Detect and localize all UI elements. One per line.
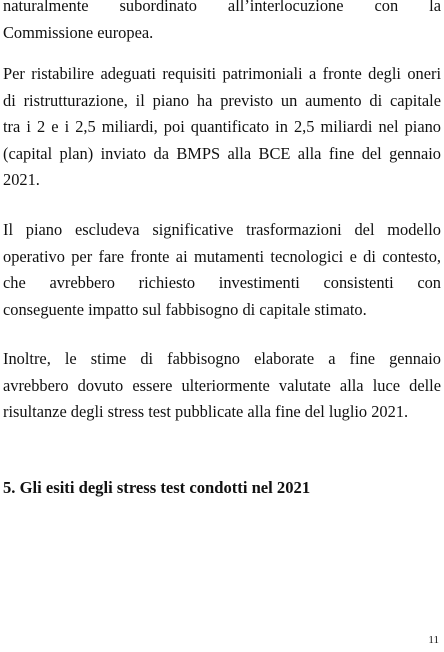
text-line: avrebbero dovuto essere ulteriormente valutate alla luce delle [3, 375, 441, 395]
text-line: (capital plan) inviato da BMPS alla BCE alla fine del gennaio [3, 143, 441, 163]
text-line: Il piano escludeva significative trasformazioni del modello [3, 220, 441, 239]
text-line: operativo per fare fronte ai mutamenti tecnologici e di contesto, [3, 246, 441, 266]
text-line: che avrebbero richiesto investimenti consistenti con [3, 273, 441, 292]
text-line: Commissione europea. [3, 22, 154, 42]
text-line: Inoltre, le stime di fabbisogno elaborate a fine gennaio [3, 349, 441, 368]
text-line: tra i 2 e i 2,5 miliardi, poi quantificato in 2,5 miliardi nel piano [3, 117, 441, 136]
section-heading: 5. Gli esiti degli stress test condotti nel 2021 [3, 478, 311, 497]
paragraph-continuation [3, 0, 441, 46]
text-line: risultanze degli stress test pubblicate alla fine del luglio 2021. [3, 402, 409, 421]
paragraph-operating-model [3, 217, 441, 323]
text-line: 2021. [3, 170, 40, 189]
text-line: conseguente impatto sul fabbisogno di capitale stimato. [3, 299, 367, 319]
text-line: naturalmente subordinato all’interlocuzione con la [3, 0, 441, 15]
page-number: 11 [428, 634, 439, 646]
paragraph-stress-test-estimates [3, 346, 441, 426]
text-line: Per ristabilire adeguati requisiti patrimoniali a fronte degli oneri [3, 64, 441, 83]
paragraph-capital-increase [3, 61, 441, 194]
text-line: di ristrutturazione, il piano ha previsto un aumento di capitale [3, 90, 441, 110]
